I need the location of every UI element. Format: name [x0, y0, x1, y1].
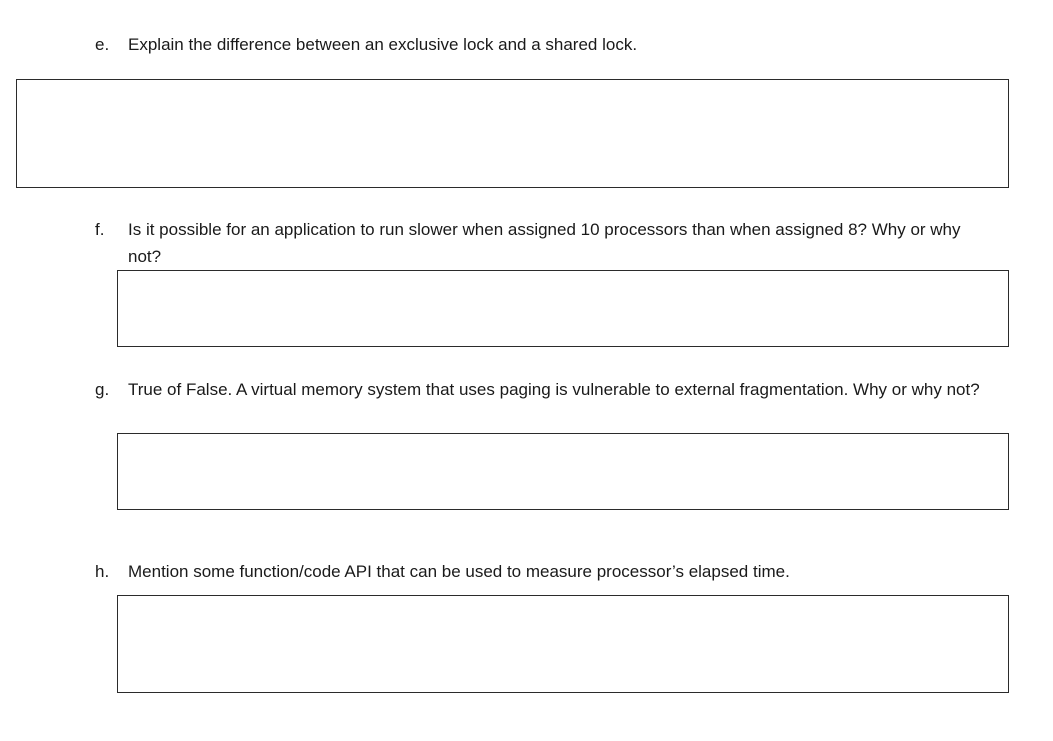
question-text: Explain the difference between an exclusive lock and a shared lock. — [128, 35, 638, 54]
question-text: True of False. A virtual memory system that uses paging is vulnerable to external fragmentation. Why or why not? — [128, 380, 980, 399]
question-text: Is it possible for an application to run slower when assigned 10 processors than when assigned 8? Why or why not? — [128, 220, 961, 266]
answer-box-f[interactable] — [117, 270, 1009, 347]
question-text: Mention some function/code API that can be used to measure processor’s elapsed time. — [128, 562, 790, 581]
answer-box-g[interactable] — [117, 433, 1009, 510]
question-letter: h. — [95, 562, 110, 581]
answer-box-h[interactable] — [117, 595, 1009, 693]
question-letter: g. — [95, 380, 110, 399]
answer-box-e[interactable] — [16, 79, 1009, 188]
question-letter: e. — [95, 35, 110, 54]
question-letter: f. — [95, 220, 105, 239]
